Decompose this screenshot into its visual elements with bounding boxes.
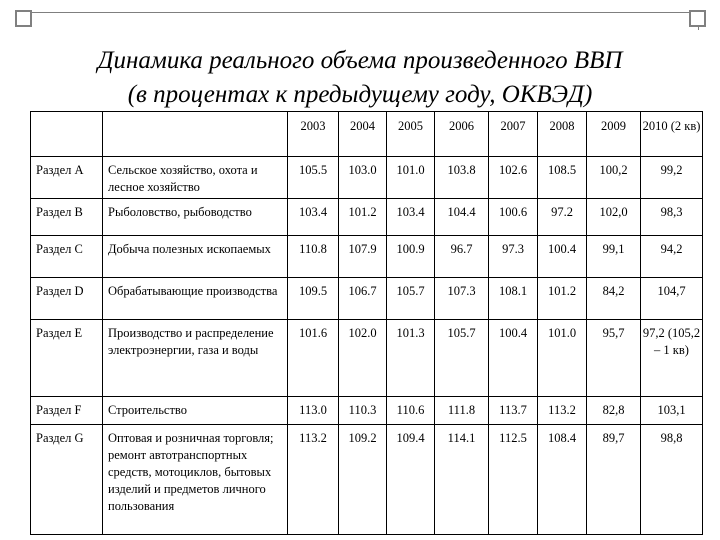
value-cell: 113.2 bbox=[538, 397, 587, 425]
value-cell: 98,8 bbox=[641, 425, 703, 535]
value-cell: 100.6 bbox=[489, 199, 538, 236]
slide-subtitle: (в процентах к предыдущему году, ОКВЭД) bbox=[127, 81, 593, 108]
value-cell: 97.2 bbox=[538, 199, 587, 236]
value-cell: 108.1 bbox=[489, 278, 538, 320]
industry-cell: Оптовая и розничная торговля; ремонт автотранспортных средств, мотоциклов, бытовых изделий и предметов личного пользования bbox=[103, 425, 288, 535]
value-cell: 105.5 bbox=[288, 157, 339, 199]
value-cell: 102.6 bbox=[489, 157, 538, 199]
value-cell: 102,0 bbox=[587, 199, 641, 236]
section-cell: Раздел D bbox=[31, 278, 103, 320]
value-cell: 110.3 bbox=[339, 397, 387, 425]
value-cell: 105.7 bbox=[435, 320, 489, 397]
value-cell: 109.5 bbox=[288, 278, 339, 320]
table-row bbox=[31, 278, 703, 320]
value-cell: 114.1 bbox=[435, 425, 489, 535]
industry-cell: Строительство bbox=[103, 397, 288, 425]
value-cell: 112.5 bbox=[489, 425, 538, 535]
value-cell: 98,3 bbox=[641, 199, 703, 236]
table-row bbox=[31, 199, 703, 236]
year-header: 2008 bbox=[538, 112, 587, 157]
value-cell: 101.3 bbox=[387, 320, 435, 397]
value-cell: 101.2 bbox=[339, 199, 387, 236]
value-cell: 99,1 bbox=[587, 236, 641, 278]
section-cell: Раздел G bbox=[31, 425, 103, 535]
value-cell: 104.4 bbox=[435, 199, 489, 236]
value-cell: 104,7 bbox=[641, 278, 703, 320]
value-cell: 99,2 bbox=[641, 157, 703, 199]
header-section-cell bbox=[31, 112, 103, 157]
value-cell: 103.8 bbox=[435, 157, 489, 199]
table-row bbox=[31, 157, 703, 199]
value-cell: 101.0 bbox=[387, 157, 435, 199]
value-cell: 100,2 bbox=[587, 157, 641, 199]
value-cell: 96.7 bbox=[435, 236, 489, 278]
value-cell: 97,2 (105,2 – 1 кв) bbox=[641, 320, 703, 397]
side-rule bbox=[698, 26, 699, 30]
industry-cell: Сельское хозяйство, охота и лесное хозяйство bbox=[103, 157, 288, 199]
industry-cell: Обрабатывающие производства bbox=[103, 278, 288, 320]
value-cell: 97.3 bbox=[489, 236, 538, 278]
value-cell: 108.4 bbox=[538, 425, 587, 535]
value-cell: 110.6 bbox=[387, 397, 435, 425]
value-cell: 113.2 bbox=[288, 425, 339, 535]
top-rule bbox=[22, 12, 698, 13]
section-cell: Раздел C bbox=[31, 236, 103, 278]
slide-title: Динамика реального объема произведенного ВВП bbox=[97, 47, 623, 74]
corner-square-left bbox=[15, 10, 32, 27]
value-cell: 103.4 bbox=[288, 199, 339, 236]
year-header: 2010 (2 кв) bbox=[641, 112, 703, 157]
table-row bbox=[31, 236, 703, 278]
value-cell: 108.5 bbox=[538, 157, 587, 199]
value-cell: 100.9 bbox=[387, 236, 435, 278]
value-cell: 82,8 bbox=[587, 397, 641, 425]
value-cell: 95,7 bbox=[587, 320, 641, 397]
year-header: 2004 bbox=[339, 112, 387, 157]
year-header: 2005 bbox=[387, 112, 435, 157]
section-cell: Раздел F bbox=[31, 397, 103, 425]
industry-cell: Производство и распределение электроэнергии, газа и воды bbox=[103, 320, 288, 397]
value-cell: 94,2 bbox=[641, 236, 703, 278]
value-cell: 110.8 bbox=[288, 236, 339, 278]
year-header: 2003 bbox=[288, 112, 339, 157]
value-cell: 103.0 bbox=[339, 157, 387, 199]
gdp-dynamics-table bbox=[30, 111, 703, 535]
year-header: 2007 bbox=[489, 112, 538, 157]
value-cell: 101.0 bbox=[538, 320, 587, 397]
value-cell: 113.7 bbox=[489, 397, 538, 425]
value-cell: 100.4 bbox=[489, 320, 538, 397]
value-cell: 84,2 bbox=[587, 278, 641, 320]
value-cell: 102.0 bbox=[339, 320, 387, 397]
corner-square-right bbox=[689, 10, 706, 27]
value-cell: 101.6 bbox=[288, 320, 339, 397]
value-cell: 101.2 bbox=[538, 278, 587, 320]
section-cell: Раздел E bbox=[31, 320, 103, 397]
year-header: 2009 bbox=[587, 112, 641, 157]
value-cell: 103.4 bbox=[387, 199, 435, 236]
header-industry-cell bbox=[103, 112, 288, 157]
value-cell: 100.4 bbox=[538, 236, 587, 278]
value-cell: 111.8 bbox=[435, 397, 489, 425]
header-row bbox=[31, 112, 703, 157]
year-header: 2006 bbox=[435, 112, 489, 157]
table-row bbox=[31, 425, 703, 535]
value-cell: 107.9 bbox=[339, 236, 387, 278]
value-cell: 103,1 bbox=[641, 397, 703, 425]
table-row bbox=[31, 320, 703, 397]
section-cell: Раздел B bbox=[31, 199, 103, 236]
value-cell: 107.3 bbox=[435, 278, 489, 320]
value-cell: 113.0 bbox=[288, 397, 339, 425]
industry-cell: Добыча полезных ископаемых bbox=[103, 236, 288, 278]
value-cell: 89,7 bbox=[587, 425, 641, 535]
value-cell: 109.4 bbox=[387, 425, 435, 535]
industry-cell: Рыболовство, рыбоводство bbox=[103, 199, 288, 236]
value-cell: 105.7 bbox=[387, 278, 435, 320]
table-row bbox=[31, 397, 703, 425]
value-cell: 106.7 bbox=[339, 278, 387, 320]
section-cell: Раздел A bbox=[31, 157, 103, 199]
value-cell: 109.2 bbox=[339, 425, 387, 535]
